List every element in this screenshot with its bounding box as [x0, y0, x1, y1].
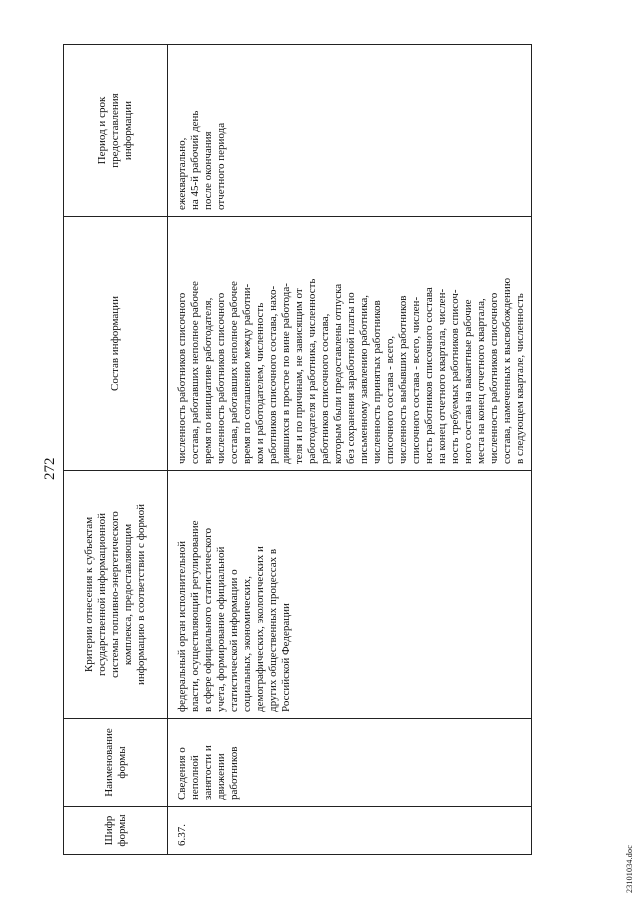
text-line: информацию в соответствии с формой	[135, 503, 147, 686]
text-line: списочного состава - всего, числен-	[410, 296, 422, 464]
text-line: без сохранения заработной платы по	[345, 292, 357, 464]
text-line: которым были предоставлены отпуска	[332, 283, 344, 464]
text-line: ком и работодателем, численность	[254, 302, 266, 464]
header-form-name	[64, 719, 168, 807]
text-line: численность принятых работников	[371, 300, 383, 464]
text-line: государственной информационной	[96, 512, 108, 677]
text-line: Сведения о неполной	[176, 747, 201, 800]
text-line: комплекса, предоставляющим	[122, 523, 134, 666]
text-line: работников	[228, 746, 240, 800]
text-line: письменному заявлению работника,	[358, 295, 370, 464]
text-line: власти, осуществляющий регулирование	[189, 520, 201, 712]
text-line: ность работников списочного состава	[423, 287, 435, 464]
header-composition	[64, 217, 168, 471]
header-period	[64, 45, 168, 217]
text-line: предоставления	[109, 93, 121, 168]
text-line: Шифр	[102, 815, 115, 846]
text-line: демографических, экологических и	[254, 546, 266, 712]
text-line: системы топливно-энергетического	[109, 511, 121, 678]
text-line: статистической информации о	[228, 569, 240, 712]
footer-doc-id: 23101034.doc	[625, 845, 634, 893]
text-line: дившихся в простое по вине работода-	[280, 283, 292, 464]
text-line: численность работников списочного	[488, 292, 500, 464]
text-line: учета, формирование официальной	[215, 546, 227, 712]
text-line: информации	[122, 100, 134, 161]
page-number: 272	[42, 457, 58, 480]
text-line: состава, намеченных к высвобождению	[501, 277, 513, 464]
text-line: места на конец отчетного квартала,	[475, 298, 487, 464]
text-line: федеральный орган исполнительной	[176, 540, 188, 712]
text-line: состава, работавших неполное рабочее	[189, 281, 201, 464]
table-row	[168, 45, 532, 855]
text-line: на 45-й рабочий день	[189, 110, 201, 210]
text-line: работников списочного состава,	[319, 313, 331, 464]
text-line: занятости и движении	[202, 745, 227, 800]
forms-table	[63, 44, 532, 855]
text-line: численность работников списочного	[215, 292, 227, 464]
text-line: Период и срок	[96, 96, 108, 165]
cell-code: 6.37.	[168, 807, 532, 855]
cell-form-name	[168, 719, 532, 807]
header-code	[64, 807, 168, 855]
text-line: время по инициативе работодателя,	[202, 297, 214, 464]
text-line: на конец отчетного квартала, числен-	[436, 288, 448, 464]
header-criteria	[64, 471, 168, 719]
text-line: работодателя и работника, численность	[306, 278, 318, 464]
text-line: ного состава на вакантные рабочие	[462, 299, 474, 464]
text-line: отчетного периода	[215, 122, 227, 210]
text-line: формы	[115, 814, 128, 847]
text-line: численность выбывших работников	[397, 295, 409, 464]
text-line: Наименование формы	[102, 728, 128, 797]
text-line: ность требуемых работников списоч-	[449, 289, 461, 464]
text-line: Состав информации	[109, 296, 121, 391]
text-line: в сфере официального статистического	[202, 527, 214, 712]
text-line: других общественных процессах в	[267, 548, 279, 712]
text-line: в следующем квартале, численность	[514, 293, 526, 464]
table-header-row	[64, 45, 168, 855]
text-line: работников списочного состава, нахо-	[267, 285, 279, 464]
text-line: численность работников списочного	[176, 292, 188, 464]
cell-criteria	[168, 471, 532, 719]
text-line: списочного состава - всего,	[384, 335, 396, 464]
text-line: состава, работавших неполное рабочее	[228, 281, 240, 464]
text-line: социальных, экономических,	[241, 575, 253, 712]
text-line: Российской Федерации	[280, 603, 292, 712]
text-line: Критерии отнесения к субъектам	[83, 516, 95, 673]
text-line: ежеквартально,	[176, 137, 188, 210]
text-line: время по соглашению между работни-	[241, 283, 253, 464]
text-line: после окончания	[202, 131, 214, 210]
cell-composition	[168, 217, 532, 471]
text-line: теля и по причинам, не зависящим от	[293, 288, 305, 464]
cell-period	[168, 45, 532, 217]
